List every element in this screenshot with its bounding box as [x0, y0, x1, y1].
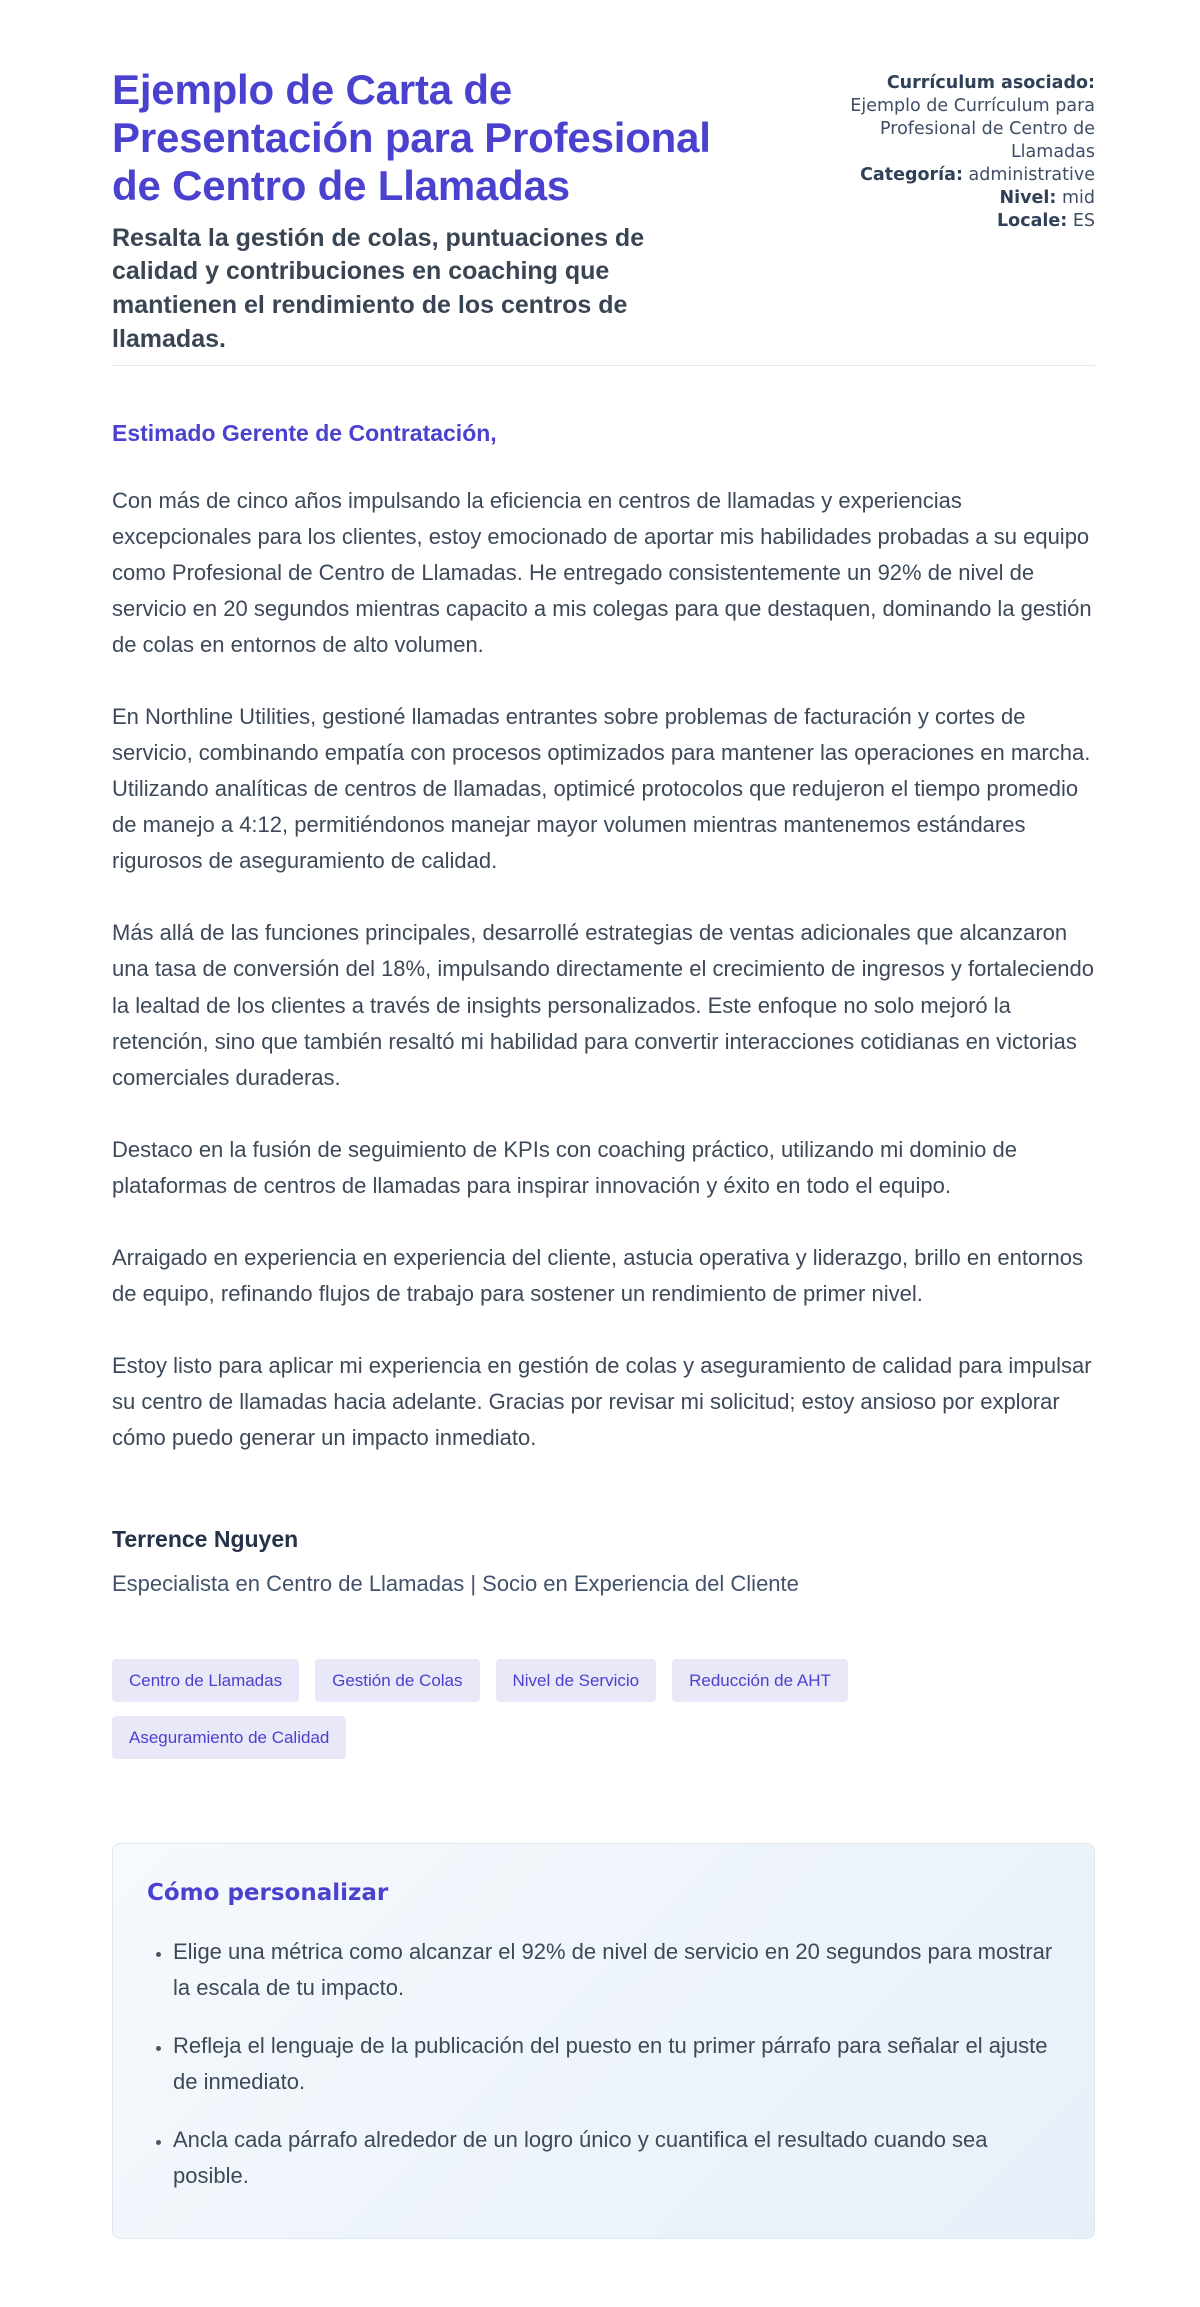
tag-chip-centro-de-llamadas[interactable]: Centro de Llamadas	[112, 1659, 299, 1702]
letter-paragraph: Destaco en la fusión de seguimiento de KPIs con coaching práctico, utilizando mi dominio de plataformas de centros de llamadas para inspirar innovación y éxito en todo el equipo.	[112, 1136, 1017, 1198]
meta-locale-row	[760, 210, 1095, 233]
tag-list	[112, 1659, 1095, 1759]
letter-paragraph: En Northline Utilities, gestioné llamadas entrantes sobre problemas de facturación y cortes de servicio, combinando empatía con procesos optimizados para mantener las operaciones en marcha. Utilizando analíticas de centros de llamadas, optimicé protocolos que redujeron el tiempo promedio de manejo a 4:12, permitiéndonos manejar mayor volumen mientras mantenemos estándares rigurosos de aseguramiento de calidad.	[112, 704, 1091, 874]
meta-category-label: Categoría:	[860, 164, 963, 185]
meta-locale-label: Locale:	[997, 210, 1068, 231]
letter-paragraph: Estoy listo para aplicar mi experiencia en gestión de colas y aseguramiento de calidad para impulsar su centro de llamadas hacia adelante. Gracias por revisar mi solicitud; estoy ansioso por explorar cómo puedo generar un impacto inmediato.	[112, 1353, 1092, 1451]
divider	[112, 365, 1095, 366]
signature-role: Especialista en Centro de Llamadas | Socio en Experiencia del Cliente	[112, 1571, 799, 1597]
meta-level-value: mid	[1061, 187, 1095, 208]
letter-paragraph: Más allá de las funciones principales, desarrollé estrategias de ventas adicionales que alcanzaron una tasa de conversión del 18%, impulsando directamente el crecimiento de ingresos y fortaleciendo la lealtad de los clientes a través de insights personalizados. Este enfoque no solo mejoró la retención, sino que también resaltó mi habilidad para convertir interacciones cotidianas en victorias comerciales duraderas.	[112, 920, 1095, 1090]
tag-chip-aseguramiento-de-calidad[interactable]: Aseguramiento de Calidad	[112, 1716, 346, 1759]
tip-item: • Elige una métrica como alcanzar el 92% de nivel de servicio en 20 segundos para mostrar la escala de tu impacto.	[173, 1934, 1060, 2006]
meta-category-value: administrative	[968, 164, 1095, 185]
letter-paragraph: Con más de cinco años impulsando la eficiencia en centros de llamadas y experiencias excepcionales para los clientes, estoy emocionado de aportar mis habilidades probadas a su equipo como Profesional de Centro de Llamadas. He entregado consistentemente un 92% de nivel de servicio en 20 segundos mientras capacito a mis colegas para que destaquen, dominando la gestión de colas en entornos de alto volumen.	[112, 487, 1092, 657]
meta-resume-label: Currículum asociado:	[886, 73, 1095, 93]
meta-category-row	[760, 164, 1095, 187]
meta-level-row	[760, 187, 1095, 210]
meta-panel	[760, 66, 1095, 232]
tag-chip-reduccion-de-aht[interactable]: Reducción de AHT	[672, 1659, 848, 1702]
meta-locale-value: ES	[1072, 210, 1095, 231]
letter-paragraph: Arraigado en experiencia en experiencia del cliente, astucia operativa y liderazgo, brillo en entornos de equipo, refinando flujos de trabajo para sostener un rendimiento de primer nivel.	[112, 1244, 1084, 1307]
page-header	[112, 66, 1095, 357]
tag-chip-nivel-de-servicio[interactable]: Nivel de Servicio	[496, 1659, 657, 1702]
tips-heading: Cómo personalizar	[147, 1880, 389, 1907]
customization-tips-box	[112, 1843, 1095, 2238]
signature-name: Terrence Nguyen	[112, 1526, 299, 1553]
page-content	[112, 0, 1095, 2307]
tips-list	[147, 1934, 1060, 2193]
page-title: Ejemplo de Carta de Presentación para Profesional de Centro de Llamadas	[112, 66, 711, 209]
page-subtitle: Resalta la gestión de colas, puntuaciones de calidad y contribuciones en coaching que mantienen el rendimiento de los centros de llamadas.	[112, 223, 645, 353]
meta-level-label: Nivel:	[999, 187, 1057, 208]
tip-item: • Refleja el lenguaje de la publicación del puesto en tu primer párrafo para señalar el ajuste de inmediato.	[173, 2028, 1060, 2100]
letter-greeting: Estimado Gerente de Contratación,	[112, 419, 497, 446]
tip-item: • Ancla cada párrafo alrededor de un logro único y cuantifica el resultado cuando sea posible.	[173, 2122, 1060, 2194]
cover-letter-body	[112, 420, 1095, 1598]
tag-chip-gestion-de-colas[interactable]: Gestión de Colas	[315, 1659, 479, 1702]
meta-resume-title: Ejemplo de Currículum para Profesional de Centro de Llamadas	[850, 95, 1095, 162]
header-title-block	[112, 66, 742, 357]
